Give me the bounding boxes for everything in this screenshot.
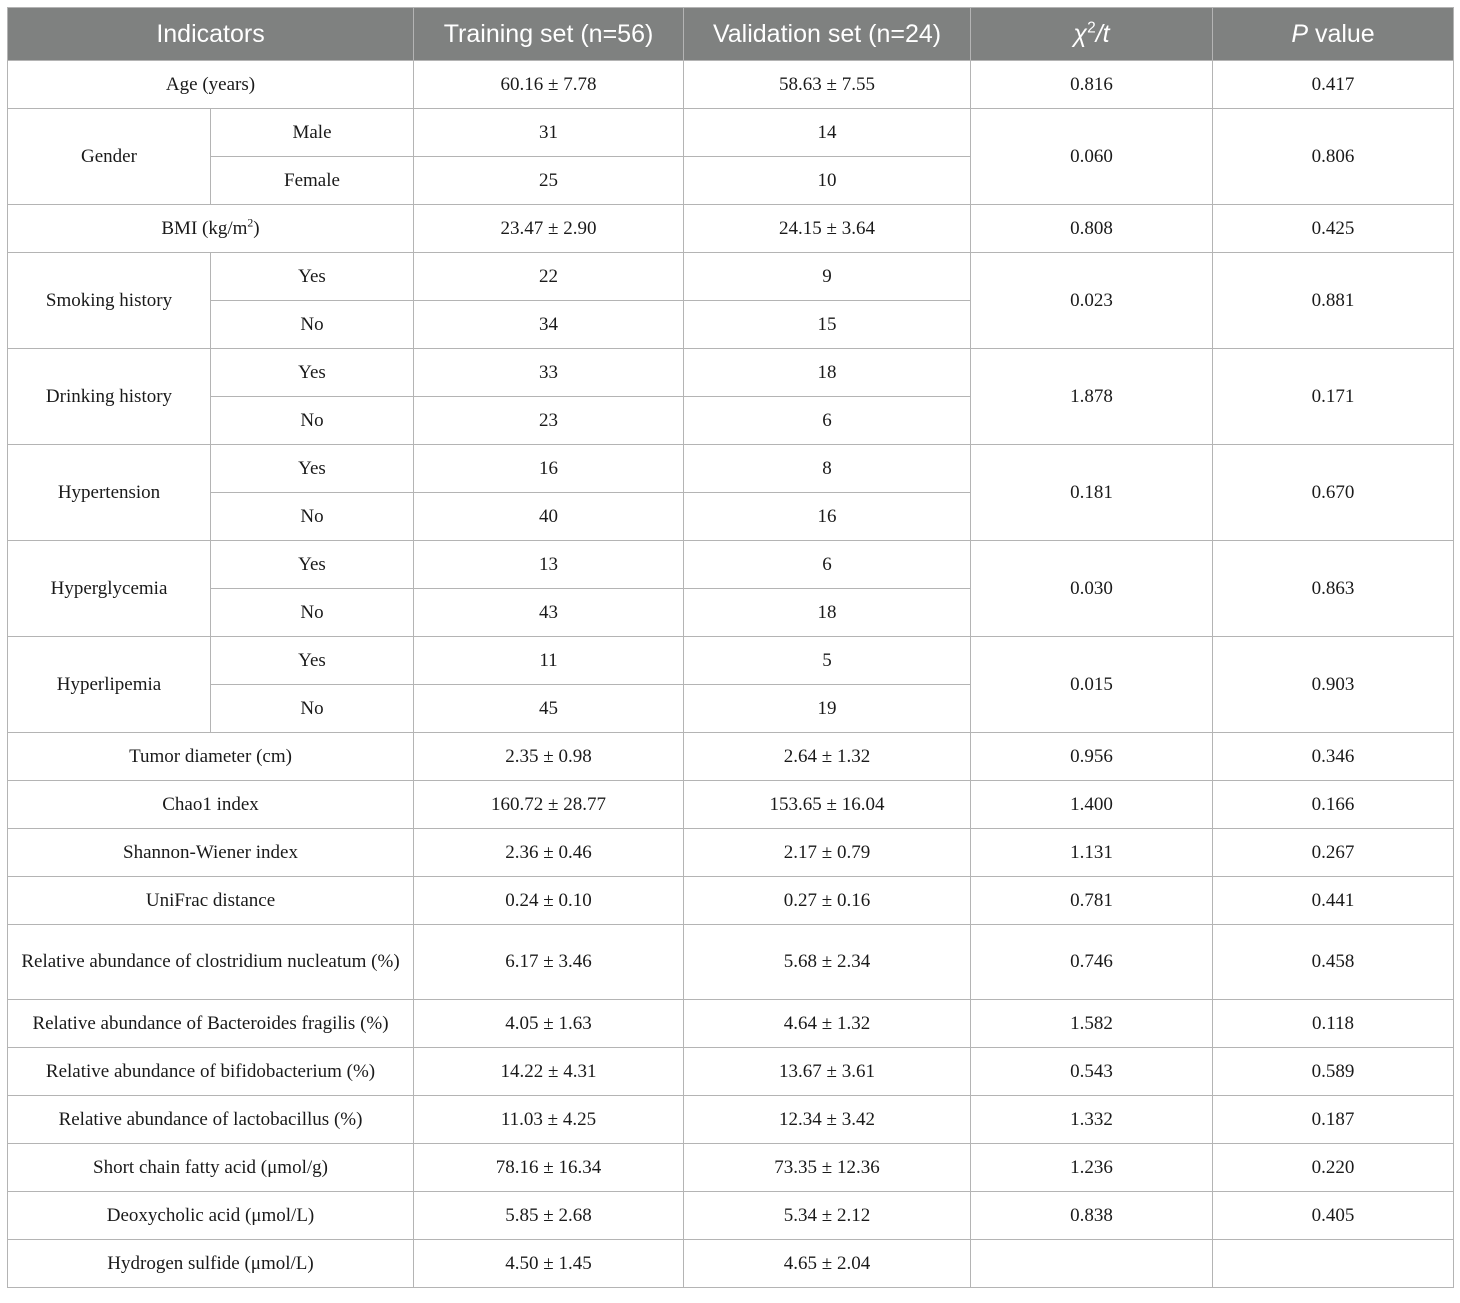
p-value: 0.220 [1213,1144,1454,1192]
statistic-value: 1.878 [971,349,1213,445]
row-label: UniFrac distance [8,877,414,925]
table-row-smoking-yes [8,253,1454,301]
p-value: 0.171 [1213,349,1454,445]
p-value: 0.458 [1213,925,1454,1000]
row-label: Tumor diameter (cm) [8,733,414,781]
p-value: 0.405 [1213,1192,1454,1240]
p-value: 0.346 [1213,733,1454,781]
sub-label: Male [211,109,414,157]
statistic-value [971,1240,1213,1288]
validation-value: 16 [684,493,971,541]
chi-superscript: 2 [1087,19,1096,37]
validation-value: 19 [684,685,971,733]
table-row-bifidobacterium [8,1048,1454,1096]
table-row-deoxycholic-acid [8,1192,1454,1240]
training-value: 33 [414,349,684,397]
table-row-age [8,61,1454,109]
validation-value: 14 [684,109,971,157]
validation-value: 153.65 ± 16.04 [684,781,971,829]
row-label: Deoxycholic acid (μmol/L) [8,1192,414,1240]
training-value: 2.35 ± 0.98 [414,733,684,781]
p-value: 0.417 [1213,61,1454,109]
statistic-value: 0.023 [971,253,1213,349]
p-value: 0.881 [1213,253,1454,349]
sub-label: No [211,589,414,637]
row-label: Hypertension [8,445,211,541]
sub-label: No [211,301,414,349]
row-label [8,205,414,253]
sub-label: Yes [211,253,414,301]
training-value: 78.16 ± 16.34 [414,1144,684,1192]
baseline-characteristics-table [7,7,1454,1288]
validation-value: 9 [684,253,971,301]
validation-value: 6 [684,541,971,589]
statistic-value: 1.131 [971,829,1213,877]
statistic-value: 0.808 [971,205,1213,253]
statistic-value: 1.236 [971,1144,1213,1192]
sub-label: Yes [211,445,414,493]
header-p-value [1213,8,1454,61]
table-row-hypertension-yes [8,445,1454,493]
training-value: 43 [414,589,684,637]
p-value: 0.166 [1213,781,1454,829]
p-value: 0.670 [1213,445,1454,541]
training-value: 31 [414,109,684,157]
statistic-value: 1.332 [971,1096,1213,1144]
statistic-value: 1.400 [971,781,1213,829]
row-label: Shannon-Wiener index [8,829,414,877]
table-row-clostridium [8,925,1454,1000]
p-value: 0.425 [1213,205,1454,253]
training-value: 2.36 ± 0.46 [414,829,684,877]
row-label: Relative abundance of clostridium nucleatum (%) [8,925,414,1000]
training-value: 4.50 ± 1.45 [414,1240,684,1288]
table-row-lactobacillus [8,1096,1454,1144]
bmi-label-text: BMI (kg/m [161,217,248,239]
validation-value: 58.63 ± 7.55 [684,61,971,109]
p-value: 0.118 [1213,1000,1454,1048]
validation-value: 18 [684,589,971,637]
validation-value: 18 [684,349,971,397]
row-label: Smoking history [8,253,211,349]
table-row-bmi [8,205,1454,253]
statistic-value: 0.060 [971,109,1213,205]
training-value: 23 [414,397,684,445]
p-value: 0.267 [1213,829,1454,877]
table-row-tumor-diameter [8,733,1454,781]
training-value: 13 [414,541,684,589]
validation-value: 5 [684,637,971,685]
row-label: Gender [8,109,211,205]
sub-label: No [211,397,414,445]
p-symbol: P [1291,19,1308,48]
statistic-value: 0.015 [971,637,1213,733]
row-label: Hydrogen sulfide (μmol/L) [8,1240,414,1288]
training-value: 23.47 ± 2.90 [414,205,684,253]
validation-value: 4.65 ± 2.04 [684,1240,971,1288]
header-training-set: Training set (n=56) [414,8,684,61]
sub-label: Yes [211,637,414,685]
p-suffix: value [1308,19,1375,48]
training-value: 11.03 ± 4.25 [414,1096,684,1144]
validation-value: 2.64 ± 1.32 [684,733,971,781]
validation-value: 5.68 ± 2.34 [684,925,971,1000]
sub-label: Female [211,157,414,205]
row-label: Age (years) [8,61,414,109]
header-chi-square-t [971,8,1213,61]
training-value: 160.72 ± 28.77 [414,781,684,829]
training-value: 34 [414,301,684,349]
statistic-value: 0.543 [971,1048,1213,1096]
table-row-hydrogen-sulfide [8,1240,1454,1288]
training-value: 0.24 ± 0.10 [414,877,684,925]
row-label: Hyperlipemia [8,637,211,733]
validation-value: 10 [684,157,971,205]
header-row [8,8,1454,61]
bmi-label-superscript: 2 [247,216,254,230]
p-value: 0.589 [1213,1048,1454,1096]
table-row-short-chain-fatty-acid [8,1144,1454,1192]
validation-value: 73.35 ± 12.36 [684,1144,971,1192]
table-row-hyperlipemia-yes [8,637,1454,685]
statistic-value: 1.582 [971,1000,1213,1048]
table-row-chao1 [8,781,1454,829]
training-value: 25 [414,157,684,205]
p-value [1213,1240,1454,1288]
table-row-gender-male [8,109,1454,157]
statistic-value: 0.181 [971,445,1213,541]
table-row-drinking-yes [8,349,1454,397]
validation-value: 12.34 ± 3.42 [684,1096,971,1144]
sub-label: No [211,685,414,733]
statistic-value: 0.781 [971,877,1213,925]
p-value: 0.441 [1213,877,1454,925]
header-indicators: Indicators [8,8,414,61]
training-value: 14.22 ± 4.31 [414,1048,684,1096]
chi-symbol: χ [1073,19,1088,48]
sub-label: No [211,493,414,541]
sub-label: Yes [211,541,414,589]
training-value: 40 [414,493,684,541]
statistic-value: 0.030 [971,541,1213,637]
table-row-bacteroides [8,1000,1454,1048]
sub-label: Yes [211,349,414,397]
row-label: Relative abundance of Bacteroides fragilis (%) [8,1000,414,1048]
table-row-shannon-wiener [8,829,1454,877]
validation-value: 6 [684,397,971,445]
table-row-hyperglycemia-yes [8,541,1454,589]
validation-value: 8 [684,445,971,493]
row-label: Hyperglycemia [8,541,211,637]
table-row-unifrac [8,877,1454,925]
chi-suffix: /t [1095,19,1110,48]
validation-value: 5.34 ± 2.12 [684,1192,971,1240]
validation-value: 24.15 ± 3.64 [684,205,971,253]
p-value: 0.903 [1213,637,1454,733]
training-value: 11 [414,637,684,685]
training-value: 5.85 ± 2.68 [414,1192,684,1240]
training-value: 60.16 ± 7.78 [414,61,684,109]
validation-value: 2.17 ± 0.79 [684,829,971,877]
row-label: Relative abundance of bifidobacterium (%) [8,1048,414,1096]
row-label: Short chain fatty acid (μmol/g) [8,1144,414,1192]
training-value: 45 [414,685,684,733]
statistic-value: 0.956 [971,733,1213,781]
row-label: Relative abundance of lactobacillus (%) [8,1096,414,1144]
statistic-value: 0.746 [971,925,1213,1000]
training-value: 16 [414,445,684,493]
statistic-value: 0.838 [971,1192,1213,1240]
p-value: 0.863 [1213,541,1454,637]
validation-value: 15 [684,301,971,349]
training-value: 22 [414,253,684,301]
row-label: Chao1 index [8,781,414,829]
training-value: 6.17 ± 3.46 [414,925,684,1000]
bmi-label-close: ) [253,217,260,239]
header-validation-set: Validation set (n=24) [684,8,971,61]
p-value: 0.187 [1213,1096,1454,1144]
statistic-value: 0.816 [971,61,1213,109]
validation-value: 0.27 ± 0.16 [684,877,971,925]
validation-value: 13.67 ± 3.61 [684,1048,971,1096]
p-value: 0.806 [1213,109,1454,205]
training-value: 4.05 ± 1.63 [414,1000,684,1048]
validation-value: 4.64 ± 1.32 [684,1000,971,1048]
row-label: Drinking history [8,349,211,445]
